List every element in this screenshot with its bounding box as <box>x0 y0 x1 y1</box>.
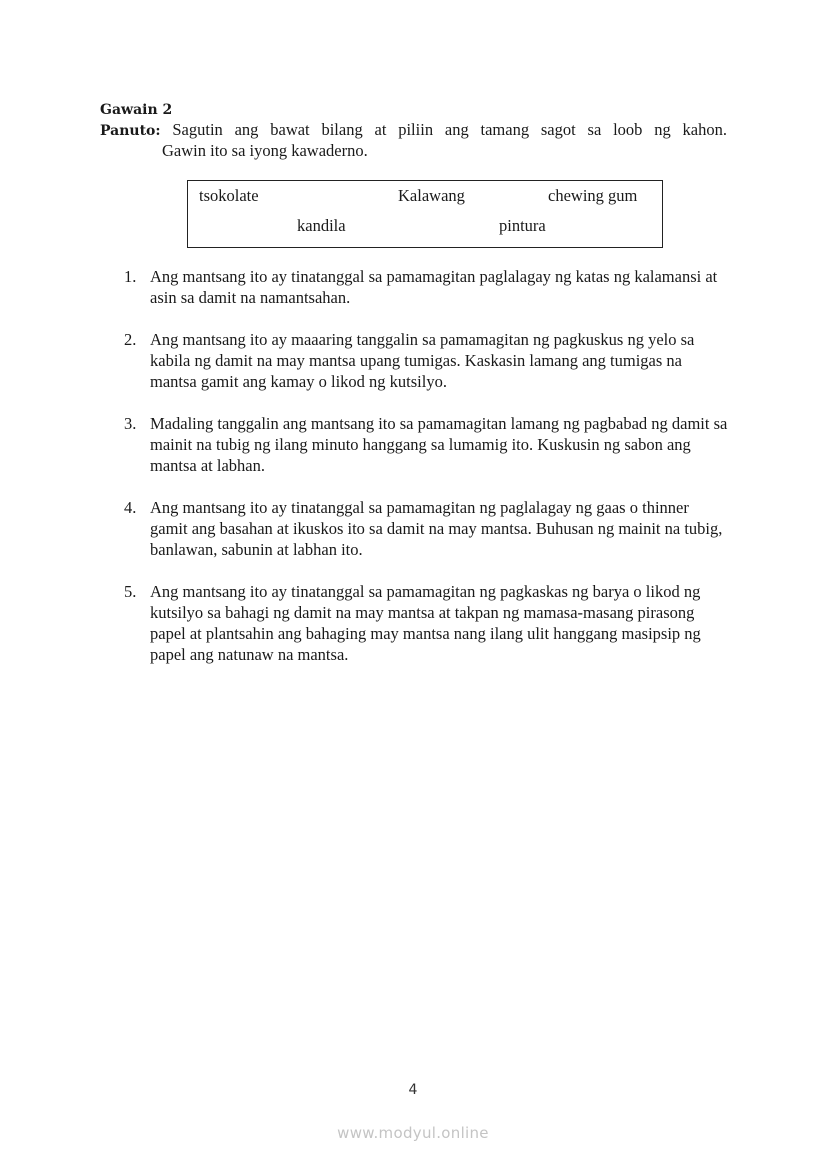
question-text: Ang mantsang ito ay tinatanggal sa pamamagitan ng paglalagay ng gaas o thinner gamit ang basahan at ikuskos ito sa damit na may mantsa. Buhusan ng mainit na tubig, banlawan, sabunin at labhan ito. <box>150 498 723 559</box>
question-item <box>124 329 729 392</box>
watermark: www.modyul.online <box>337 1124 489 1142</box>
question-text: Ang mantsang ito ay maaaring tanggalin sa pamamagitan ng pagkuskus ng yelo sa kabila ng damit na may mantsa upang tumigas. Kaskasin lamang ang tumigas na mantsa gamit ang kamay o likod ng kutsilyo. <box>150 330 695 391</box>
question-number: 5. <box>124 582 137 601</box>
instructions-line-2: Gawin ito sa iyong kawaderno. <box>162 141 368 160</box>
choice-kalawang: Kalawang <box>398 186 465 205</box>
question-list <box>124 266 729 686</box>
question-text: Ang mantsang ito ay tinatanggal sa pamamagitan paglalagay ng katas ng kalamansi at asin sa damit na namantsahan. <box>150 267 718 307</box>
question-text: Madaling tanggalin ang mantsang ito sa pamamagitan lamang ng pagbabad ng damit sa mainit na tubig ng ilang minuto hanggang sa lumamig ito. Kuskusin ng sabon ang mantsa at labhan. <box>150 414 728 475</box>
question-number: 2. <box>124 330 137 349</box>
instructions-label: Panuto: <box>100 123 161 139</box>
question-item <box>124 497 729 560</box>
activity-title: Gawain 2 <box>100 102 173 118</box>
choice-kandila: kandila <box>297 216 346 235</box>
instructions <box>100 120 727 161</box>
question-number: 3. <box>124 414 137 433</box>
question-item <box>124 413 729 476</box>
choice-pintura: pintura <box>499 216 546 235</box>
answer-choices-box <box>187 180 663 248</box>
instructions-line-1: Sagutin ang bawat bilang at piliin ang tamang sagot sa loob ng kahon. <box>172 120 727 139</box>
question-item <box>124 581 729 665</box>
choice-chewing-gum: chewing gum <box>548 186 638 205</box>
question-text: Ang mantsang ito ay tinatanggal sa pamamagitan ng pagkaskas ng barya o likod ng kutsilyo sa bahagi ng damit na may mantsa at takpan ng mamasa-masang pirasong papel at plantsahin ang bahaging may mantsa nang ilang ulit hanggang masipsip ng papel ang natunaw na mantsa. <box>150 582 701 664</box>
choice-tsokolate: tsokolate <box>199 186 259 205</box>
question-number: 4. <box>124 498 137 517</box>
page-number: 4 <box>408 1082 418 1098</box>
question-item <box>124 266 729 308</box>
question-number: 1. <box>124 267 137 286</box>
